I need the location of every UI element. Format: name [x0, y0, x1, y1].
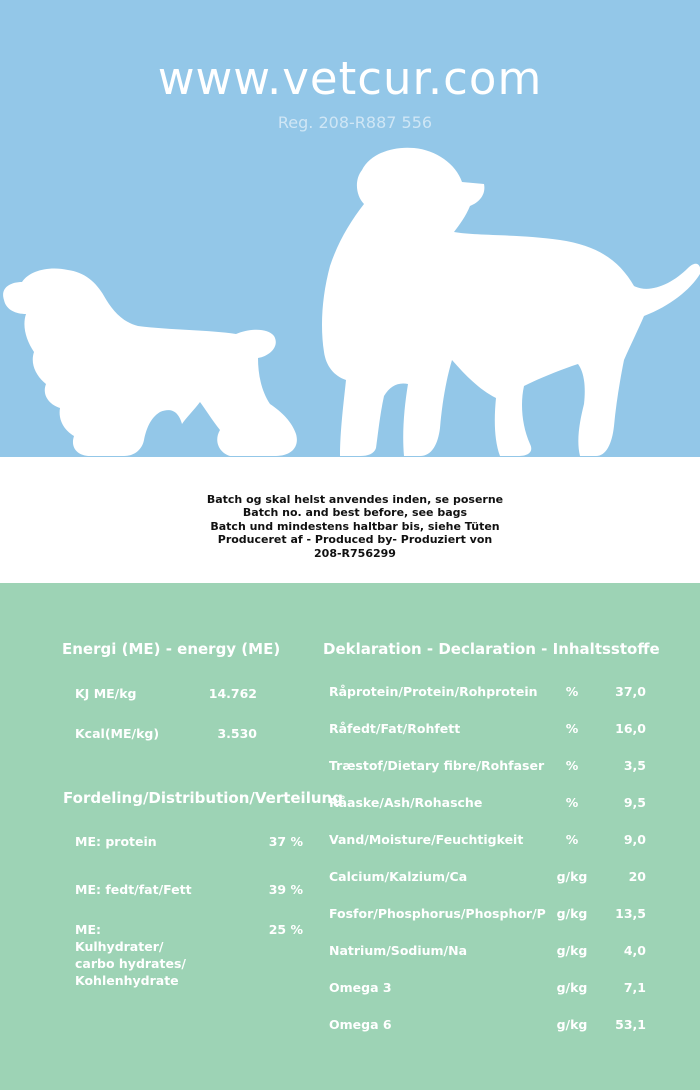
declaration-row-label: Omega 6 — [329, 1017, 392, 1032]
declaration-row-label: Vand/Moisture/Feuchtigkeit — [329, 832, 524, 847]
batch-info-text — [0, 493, 700, 560]
distribution-row-label: ME: Kulhydrater/ carbo hydrates/ Kohlenhydrate — [75, 922, 186, 988]
declaration-row-unit: g/kg — [556, 943, 588, 958]
declaration-row-label: Omega 3 — [329, 980, 392, 995]
declaration-row-unit: % — [565, 795, 579, 810]
energy-row-value: 3.530 — [217, 726, 257, 741]
declaration-row-unit: % — [565, 684, 579, 699]
declaration-heading: Deklaration - Declaration - Inhaltsstoffe — [323, 640, 660, 658]
distribution-row-value: 25 % — [268, 922, 303, 937]
declaration-row-value: 13,5 — [615, 906, 646, 921]
declaration-row-unit: % — [565, 832, 579, 847]
registration-number: Reg. 208-R887 556 — [277, 113, 433, 132]
declaration-row-value: 37,0 — [615, 684, 646, 699]
declaration-row-value: 3,5 — [623, 758, 646, 773]
batch-line: Batch og skal helst anvendes inden, se poserne — [206, 493, 504, 506]
batch-line: Batch no. and best before, see bags — [242, 506, 468, 520]
distribution-row-label: ME: fedt/fat/Fett — [75, 882, 192, 897]
declaration-row-unit: g/kg — [556, 1017, 588, 1032]
declaration-row-unit: g/kg — [556, 906, 588, 921]
batch-info-panel — [0, 457, 700, 583]
distribution-row-value: 37 % — [268, 834, 303, 849]
declaration-row-label: Råprotein/Protein/Rohprotein — [329, 684, 538, 699]
batch-line: Batch und mindestens haltbar bis, siehe Tüten — [210, 519, 500, 533]
large-dog-silhouette — [322, 148, 700, 456]
declaration-row-label: Calcium/Kalzium/Ca — [329, 869, 468, 884]
nutrition-panel — [0, 583, 700, 1090]
energy-heading: Energi (ME) - energy (ME) — [62, 640, 281, 658]
declaration-row-value: 53,1 — [615, 1017, 646, 1032]
energy-row-label: Kcal(ME/kg) — [75, 726, 160, 741]
top-panel — [0, 0, 700, 457]
declaration-row-label: Fosfor/Phosphorus/Phosphor/P — [329, 906, 546, 921]
declaration-row-label: Råfedt/Fat/Rohfett — [329, 721, 461, 736]
declaration-row-unit: g/kg — [556, 869, 588, 884]
declaration-row-value: 4,0 — [623, 943, 646, 958]
energy-row-label: KJ ME/kg — [75, 686, 137, 701]
declaration-row-unit: % — [565, 758, 579, 773]
distribution-heading: Fordeling/Distribution/Verteilung — [63, 789, 343, 807]
declaration-row-label: Råaske/Ash/Rohasche — [329, 795, 483, 810]
declaration-row-value: 20 — [628, 869, 646, 884]
declaration-row-value: 9,5 — [623, 795, 646, 810]
distribution-row-value: 39 % — [268, 882, 303, 897]
declaration-row-value: 16,0 — [615, 721, 646, 736]
declaration-row-value: 7,1 — [623, 980, 646, 995]
declaration-row-unit: g/kg — [556, 980, 588, 995]
batch-line: Produceret af - Produced by- Produziert von — [217, 533, 493, 547]
energy-row-value: 14.762 — [208, 686, 257, 701]
declaration-row-unit: % — [565, 721, 579, 736]
declaration-row-label: Natrium/Sodium/Na — [329, 943, 468, 958]
dogs-illustration — [0, 0, 700, 457]
declaration-row-label: Træstof/Dietary fibre/Rohfaser — [329, 758, 545, 773]
website-url: www.vetcur.com — [157, 52, 543, 105]
distribution-row-label: ME: protein — [75, 834, 157, 849]
batch-line: 208-R756299 — [314, 546, 396, 560]
declaration-row-value: 9,0 — [623, 832, 646, 847]
